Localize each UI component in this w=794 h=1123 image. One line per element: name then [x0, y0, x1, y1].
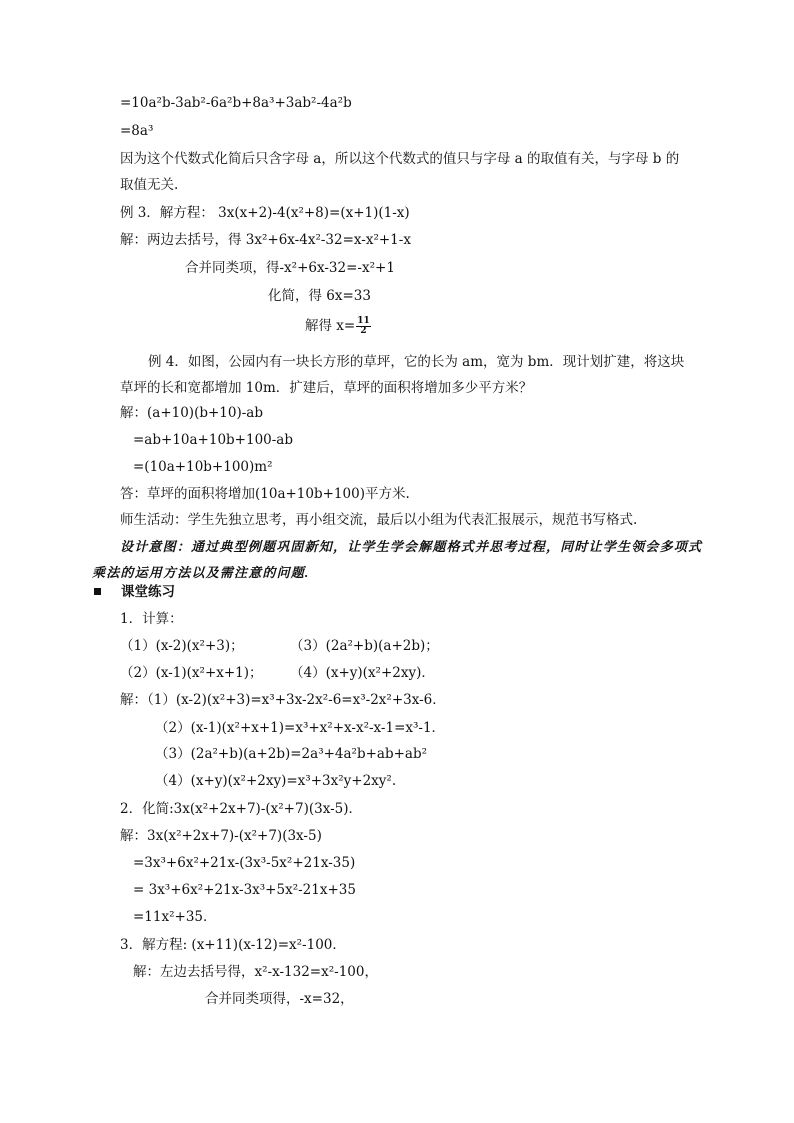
equation-line: =8a³: [120, 123, 154, 139]
exercise-item: （2）(x-1)(x²+x+1)；: [120, 665, 263, 681]
paragraph-line: 取值无关.: [120, 177, 179, 193]
solution-result: [305, 316, 371, 336]
solution-line: =11x²+35．: [133, 909, 217, 925]
section-title: 课堂练习: [121, 584, 175, 600]
solution-line: 化简，得 6x=33: [268, 288, 371, 304]
paragraph-line: 因为这个代数式化简后只含字母 a，所以这个代数式的值只与字母 a 的取值有关，与字母 b 的: [120, 151, 680, 167]
exercise-item: （3）(2a²+b)(a+2b)；: [290, 638, 439, 654]
fraction-numerator: 11: [357, 316, 370, 326]
fraction: [356, 317, 371, 336]
equation-line: =10a²b-3ab²-6a²b+8a³+3ab²-4a²b: [120, 95, 352, 111]
solution-line: （4）(x+y)(x²+2xy)=x³+3x²y+2xy².: [155, 773, 397, 789]
solution-line: 合并同类项，得-x²+6x-32=-x²+1: [185, 260, 395, 276]
example-3-title: 例 3．解方程： 3x(x+2)-4(x²+8)=(x+1)(1-x): [120, 205, 410, 221]
exercise-2-title: 2．化简:3x(x²+2x+7)-(x²+7)(3x-5)．: [120, 801, 362, 817]
activity-line: 师生活动：学生先独立思考，再小组交流，最后以小组为代表汇报展示，规范书写格式.: [120, 512, 638, 528]
fraction-denominator: 2: [360, 326, 367, 336]
design-intent-line: 设计意图：通过典型例题巩固新知，让学生学会解题格式并思考过程，同时让学生领会多项式: [120, 539, 703, 554]
solution-line: 解：两边去括号，得 3x²+6x-4x²-32=x-x²+1-x: [120, 232, 411, 248]
solution-line: （3）(2a²+b)(a+2b)=2a³+4a²b+ab+ab²: [155, 746, 428, 762]
solution-line: =ab+10a+10b+100-ab: [133, 432, 294, 448]
paragraph-line: 草坪的长和宽都增加 10m．扩建后，草坪的面积将增加多少平方米？: [120, 380, 533, 396]
solution-line: =3x³+6x²+21x-(3x³-5x²+21x-35): [133, 855, 356, 871]
exercise-3-title: 3．解方程: (x+11)(x-12)=x²-100．: [120, 937, 346, 953]
solution-line: 解：左边去括号得，x²-x-132=x²-100，: [133, 964, 378, 980]
exercise-item: （4）(x+y)(x²+2xy)．: [290, 665, 435, 681]
exercise-item: （1）(x-2)(x²+3)；: [120, 638, 244, 654]
design-intent-line: 乘法的运用方法以及需注意的问题.: [92, 565, 310, 580]
solution-result-text: 解得 x=: [305, 318, 356, 334]
answer-line: 答：草坪的面积将增加(10a+10b+100)平方米.: [120, 486, 410, 502]
solution-line: （2）(x-1)(x²+x+1)=x³+x²+x-x²-x-1=x³-1．: [155, 720, 446, 736]
section-heading: [94, 582, 175, 602]
example-4-title: 例 4．如图，公园内有一块长方形的草坪，它的长为 am，宽为 bm．现计划扩建，将这块: [148, 354, 685, 370]
square-bullet-icon: [94, 588, 101, 595]
solution-line: = 3x³+6x²+21x-3x³+5x²-21x+35: [133, 882, 356, 898]
solution-line: 合并同类项得，-x=32，: [205, 991, 354, 1007]
solution-line: 解：3x(x²+2x+7)-(x²+7)(3x-5): [120, 828, 322, 844]
solution-line: 解：(a+10)(b+10)-ab: [120, 405, 263, 421]
exercise-1-title: 1．计算：: [120, 611, 183, 627]
solution-line: 解：（1）(x-2)(x²+3)=x³+3x-2x²-6=x³-2x²+3x-6．: [120, 692, 446, 708]
solution-line: =(10a+10b+100)m²: [133, 459, 273, 475]
